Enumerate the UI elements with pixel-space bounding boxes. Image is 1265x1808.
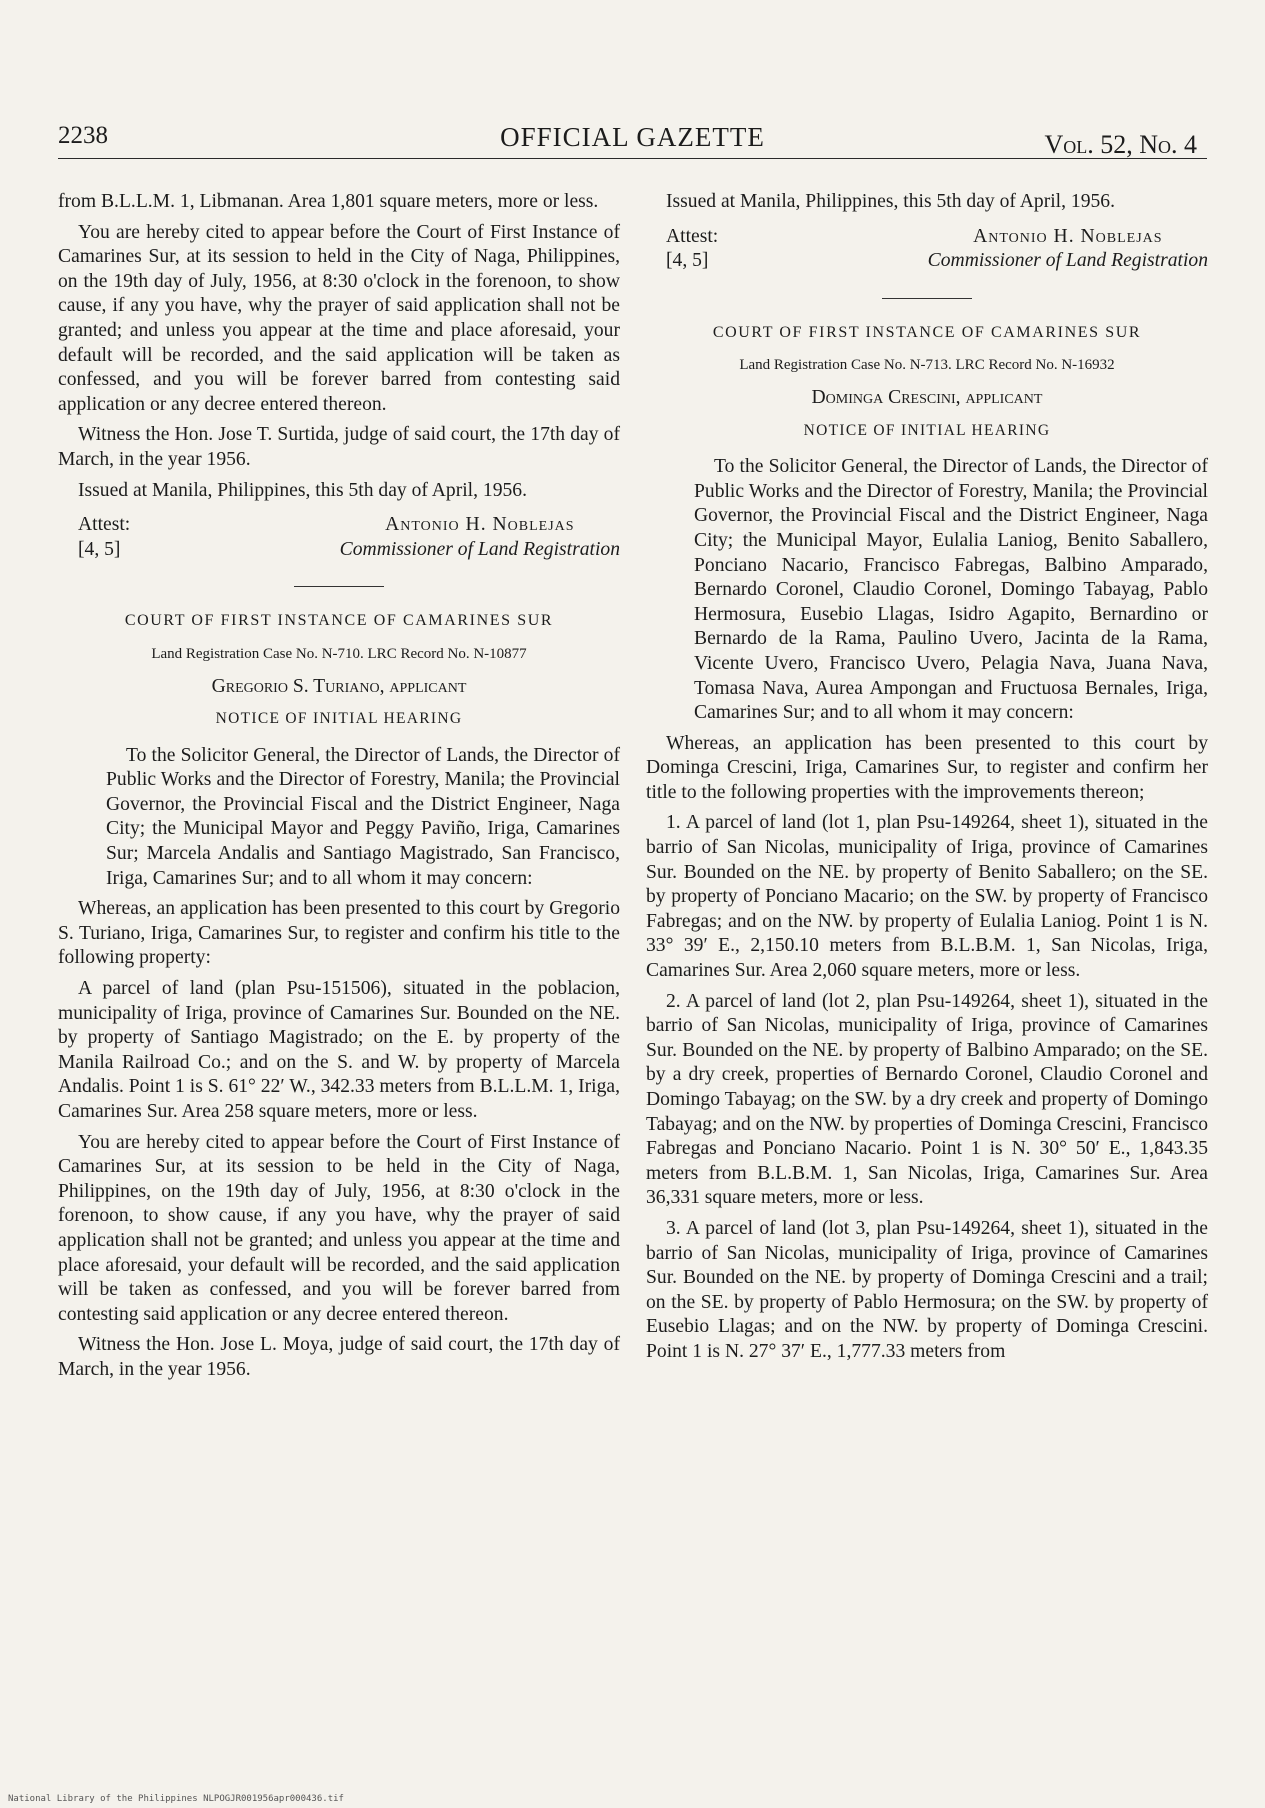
notice-heading: NOTICE OF INITIAL HEARING xyxy=(803,421,1051,439)
publication-title: OFFICIAL GAZETTE xyxy=(500,122,765,152)
notice-heading: NOTICE OF INITIAL HEARING xyxy=(215,710,463,728)
paragraph: 2. A parcel of land (lot 2, plan Psu-149264, sheet 1), situated in the barrio of San Nicolas, municipality of Iriga, province of Camarines Sur. Bounded on the NE. by property of Balbino Amparado; on the SE. by a dry creek, properties of Bernardo Coronel, Claudio Coronel and Domingo Tabayag; on the SW. by a dry creek and property of Domingo Tabayag; and on the NW. by properties of Dominga Crescini, Francisco Fabregas and Ponciano Nacario. Point 1 is N. 30° 50′ E., 1,843.35 meters from B.L.B.M. 1, San Nicolas, Iriga, Camarines Sur. Area 36,331 square meters, more or less. xyxy=(646,990,1208,1209)
notice-address: To the Solicitor General, the Director of Lands, the Director of Public Works and the Director of Forestry, Manila; the Provincial Governor, the Provincial Fiscal and the District Engineer, Naga City; the Municipal Mayor, Eulalia Laniog, Benito Saballero, Ponciano Nacario, Francisco Fabregas, Balbino Amparado, Bernardo Coronel, Claudio Coronel, Domingo Tabayag, Pablo Hermosura, Eusebio Llagas, Isidro Agapito, Bernardino or Bernardo de la Rama, Paulino Uvero, Jacinta de la Rama, Vicente Uvero, Francisco Uvero, Pelagia Nava, Juana Nava, Tomasa Nava, Aurea Ampongan and Fructuosa Bernales, Iriga, Camarines Sur; and to all whom it may concern: xyxy=(694,456,1208,724)
page-header xyxy=(58,118,1207,159)
attest-label: Attest: xyxy=(666,225,719,247)
paragraph: A parcel of land (plan Psu-151506), situated in the poblacion, municipality of Iriga, province of Camarines Sur. Bounded on the NE. by property of Santiago Magistrado; on the E. by property of the Manila Railroad Co.; and on the S. and W. by property of Marcela Andalis. Point 1 is S. 61° 22′ W., 342.33 meters from B.L.L.M. 1, Iriga, Camarines Sur. Area 258 square meters, more or less. xyxy=(58,978,620,1122)
attestation xyxy=(666,225,1208,274)
paragraph: Whereas, an application has been presented to this court by Dominga Crescini, Iriga, Camarines Sur, to register and confirm her title to the following properties with the improvements thereon; xyxy=(646,732,1208,803)
section-divider xyxy=(294,586,384,587)
paragraph: Whereas, an application has been presented to this court by Gregorio S. Turiano, Iriga, Camarines Sur, to register and confirm his title to the following property: xyxy=(58,898,620,969)
court-heading: COURT OF FIRST INSTANCE OF CAMARINES SUR xyxy=(712,323,1142,341)
paragraph: from B.L.L.M. 1, Libmanan. Area 1,801 square meters, more or less. xyxy=(58,191,599,212)
attest-ref: [4, 5] xyxy=(78,538,121,560)
scan-footer: National Library of the Philippines NLPOGJR001956apr000436.tif xyxy=(8,1794,344,1804)
signatory-role: Commissioner of Land Registration xyxy=(339,538,620,560)
attest-ref: [4, 5] xyxy=(666,250,709,272)
signatory-name: Antonio H. Noblejas xyxy=(973,225,1163,247)
paragraph: You are hereby cited to appear before the Court of First Instance of Camarines Sur, at its session to be held in the City of Naga, Philippines, on the 19th day of July, 1956, at 8:30 o'clock in the forenoon, to show cause, if any you have, why the prayer of said application shall not be granted; and unless you appear at the time and place aforesaid, your default will be recorded, and the said application will be taken as confessed, and you will be forever barred from contesting said application or any decree entered thereon. xyxy=(58,1131,620,1325)
applicant-name: Gregorio S. Turiano, applicant xyxy=(211,675,467,697)
applicant-name: Dominga Crescini, applicant xyxy=(811,386,1043,408)
left-column xyxy=(58,190,620,1389)
case-number: Land Registration Case No. N-710. LRC Record No. N-10877 xyxy=(151,645,527,662)
paragraph: Witness the Hon. Jose T. Surtida, judge of said court, the 17th day of March, in the year 1956. xyxy=(58,424,620,470)
paragraph: Issued at Manila, Philippines, this 5th day of April, 1956. xyxy=(666,191,1115,212)
attest-label: Attest: xyxy=(78,514,131,536)
attestation xyxy=(78,513,620,562)
paragraph: 1. A parcel of land (lot 1, plan Psu-149264, sheet 1), situated in the barrio of San Nicolas, municipality of Iriga, province of Camarines Sur. Bounded on the NE. by property of Benito Saballero; on the SE. by property of Ponciano Macario; on the SW. by property of Francisco Fabregas; and on the NW. by property of Eulalia Laniog. Point 1 is N. 33° 39′ E., 2,150.10 meters from B.L.B.M. 1, San Nicolas, Iriga, Camarines Sur. Area 2,060 square meters, more or less. xyxy=(646,812,1208,982)
paragraph: Witness the Hon. Jose L. Moya, judge of said court, the 17th day of March, in the year 1956. xyxy=(58,1334,620,1380)
notice-address: To the Solicitor General, the Director of Lands, the Director of Public Works and the Director of Forestry, Manila; the Provincial Governor, the Provincial Fiscal and the District Engineer, Naga City; the Municipal Mayor and Peggy Paviño, Iriga, Camarines Sur; Marcela Andalis and Santiago Magistrado, San Francisco, Iriga, Camarines Sur; and to all whom it may concern: xyxy=(106,744,620,889)
signatory-name: Antonio H. Noblejas xyxy=(385,514,575,536)
section-divider xyxy=(882,298,972,299)
case-number: Land Registration Case No. N-713. LRC Record No. N-16932 xyxy=(739,357,1115,374)
court-heading: COURT OF FIRST INSTANCE OF CAMARINES SUR xyxy=(124,612,554,630)
paragraph: 3. A parcel of land (lot 3, plan Psu-149264, sheet 1), situated in the barrio of San Nicolas, municipality of Iriga, province of Camarines Sur. Bounded on the NE. by property of Dominga Crescini and a trail; on the SE. by property of Pablo Hermosura; on the SW. by property of Eusebio Llagas; and on the NW. by property of Dominga Crescini. Point 1 is N. 27° 37′ E., 1,777.33 meters from xyxy=(646,1217,1208,1362)
paragraph: Issued at Manila, Philippines, this 5th day of April, 1956. xyxy=(78,479,527,501)
paragraph: You are hereby cited to appear before the Court of First Instance of Camarines Sur, at its session to held in the City of Naga, Philippines, on the 19th day of July, 1956, at 8:30 o'clock in the forenoon, to show cause, if any you have, why the prayer of said application shall not be granted; and unless you appear at the time and place aforesaid, your default will be recorded, and the said application will be taken as confessed, and you will be forever barred from contesting said application or any decree entered thereon. xyxy=(58,221,620,415)
right-column xyxy=(646,190,1208,1371)
page-number: 2238 xyxy=(58,122,108,149)
signatory-role: Commissioner of Land Registration xyxy=(927,250,1208,272)
volume-number: Vol. 52, No. 4 xyxy=(1044,130,1197,159)
